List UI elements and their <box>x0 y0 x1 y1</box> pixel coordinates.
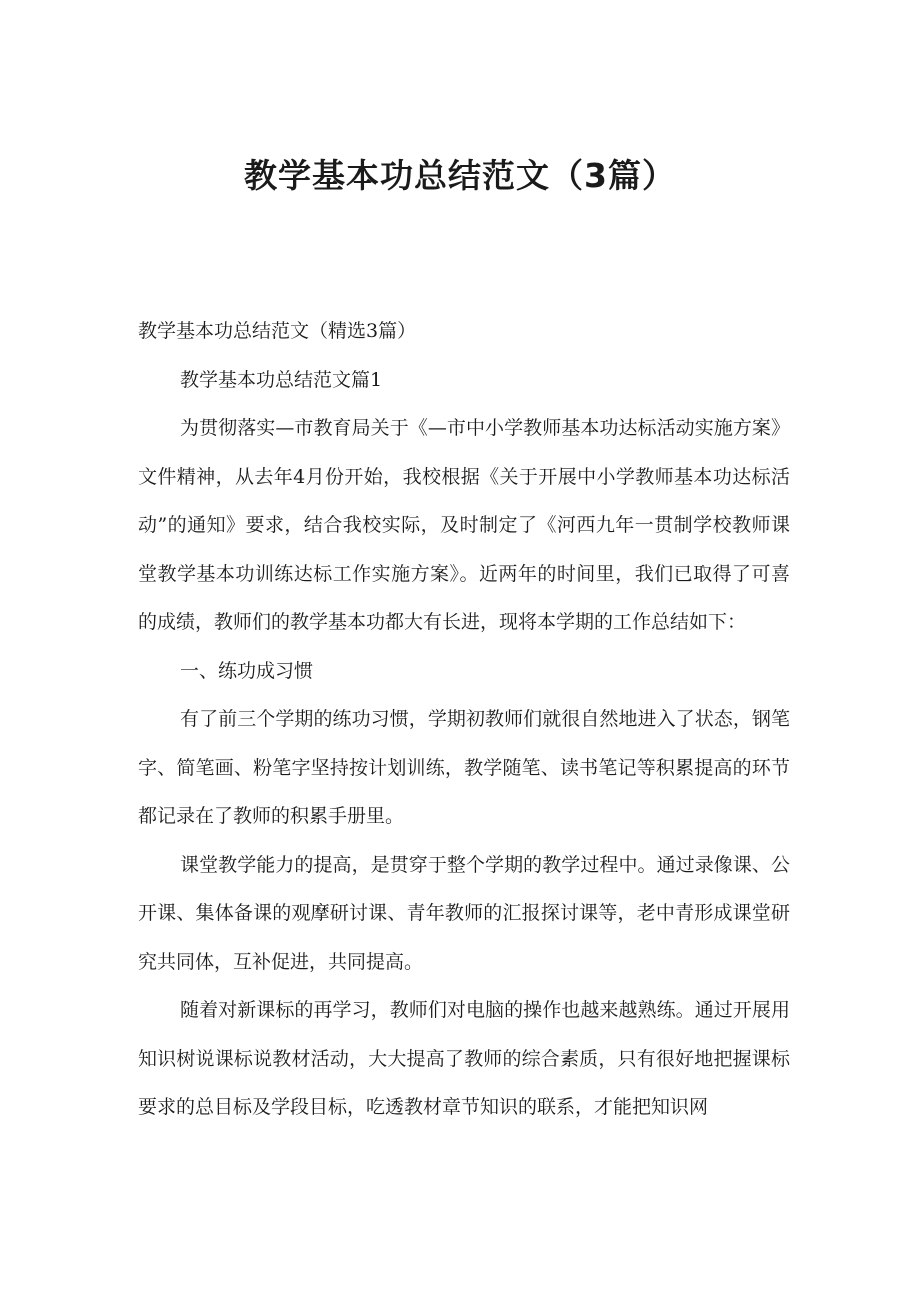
paragraph-heading-practice: 一、练功成习惯 <box>180 659 314 682</box>
paragraph-practice-habit: 有了前三个学期的练功习惯，学期初教师们就很自然地进入了状态，钢笔字、简笔画、粉笔字坚持按计划训练，教学随笔、读书笔记等积累提高的环节都记录在了教师的积累手册里。 <box>138 708 790 827</box>
section-heading: 教学基本功总结范文篇1 <box>180 368 383 391</box>
document-subtitle: 教学基本功总结范文（精选3篇） <box>138 320 417 342</box>
paragraph-curriculum-study: 随着对新课标的再学习，教师们对电脑的操作也越来越熟练。通过开展用知识树说课标说教材活动，大大提高了教师的综合素质，只有很好地把握课标要求的总目标及学段目标，吃透教材章节知识的联系，才能把知识网 <box>138 999 790 1118</box>
paragraph-intro: 为贯彻落实—市教育局关于《—市中小学教师基本功达标活动实施方案》文件精神，从去年4月份开始，我校根据《关于开展中小学教师基本功达标活动”的通知》要求，结合我校实际，及时制定了《河西九年一贯制学校教师课堂教学基本功训练达标工作实施方案》。近两年的时间里，我们已取得了可喜的成绩，教师们的教学基本功都大有长进，现将本学期的工作总结如下： <box>138 417 790 633</box>
document-title: 教学基本功总结范文（3篇） <box>244 156 676 195</box>
paragraph-classroom-ability: 课堂教学能力的提高，是贯穿于整个学期的教学过程中。通过录像课、公开课、集体备课的观摩研讨课、青年教师的汇报探讨课等，老中青形成课堂研究共同体，互补促进，共同提高。 <box>138 853 790 973</box>
document-body <box>138 307 790 1132</box>
